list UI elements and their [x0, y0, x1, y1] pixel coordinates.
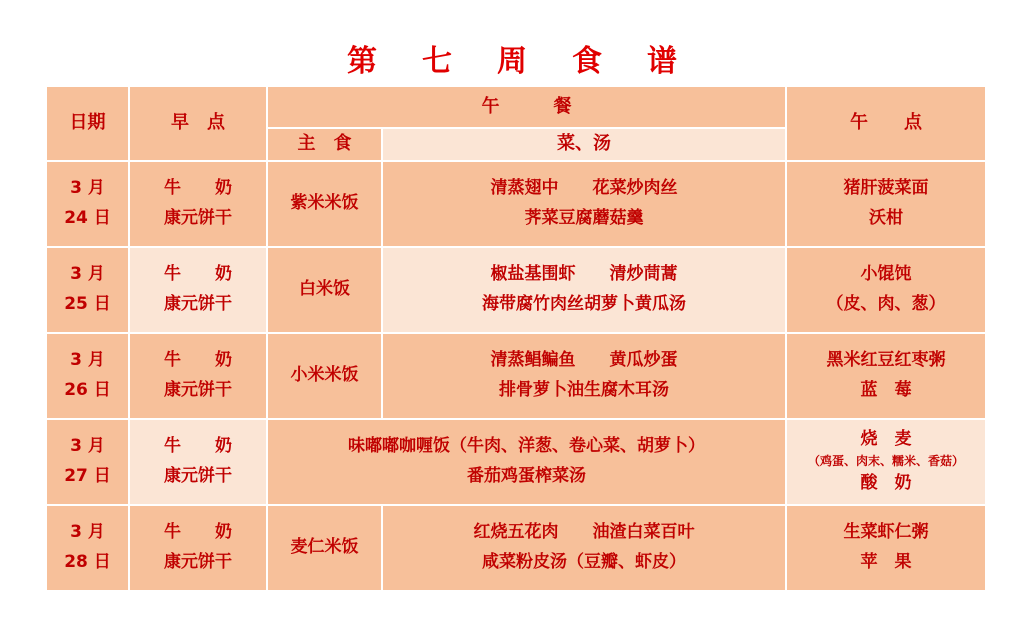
afternoon-line: 蓝 莓 — [860, 379, 912, 400]
date-day: 27 日 — [64, 465, 111, 486]
date-day: 24 日 — [64, 207, 111, 228]
date-month: 3 月 — [70, 522, 105, 543]
breakfast-line: 康元饼干 — [164, 207, 232, 228]
breakfast-line: 康元饼干 — [164, 551, 232, 572]
page-title: 第七周食谱 — [347, 44, 722, 79]
breakfast-line: 康元饼干 — [164, 379, 232, 400]
dishes-line: 红烧五花肉 油渣白菜百叶 — [473, 522, 695, 543]
breakfast-cell — [129, 333, 267, 419]
table-row — [46, 505, 986, 591]
breakfast-line: 康元饼干 — [164, 465, 232, 486]
date-month: 3 月 — [70, 350, 105, 371]
afternoon-cell — [786, 505, 986, 591]
dishes-line: 荠菜豆腐蘑菇羹 — [524, 207, 644, 228]
afternoon-line: （鸡蛋、肉末、糯米、香菇） — [807, 454, 964, 468]
staple-label: 小米米饭 — [290, 364, 359, 385]
dishes-cell — [382, 161, 786, 247]
afternoon-cell — [786, 247, 986, 333]
dishes-line: 咸菜粉皮汤（豆瓣、虾皮） — [482, 551, 686, 572]
dishes-line: 排骨萝卜油生腐木耳汤 — [499, 379, 669, 400]
date-cell — [46, 333, 129, 419]
merged-dishes-cell — [267, 419, 786, 505]
afternoon-line: 猪肝菠菜面 — [843, 178, 929, 199]
header-afternoon-label: 午 点 — [850, 112, 922, 133]
date-cell — [46, 161, 129, 247]
header-afternoon — [786, 86, 986, 161]
breakfast-line: 牛 奶 — [164, 178, 232, 199]
header-breakfast-label: 早 点 — [171, 112, 225, 133]
breakfast-line: 牛 奶 — [164, 522, 232, 543]
afternoon-cell — [786, 161, 986, 247]
dishes-line: 海带腐竹肉丝胡萝卜黄瓜汤 — [482, 293, 686, 314]
date-month: 3 月 — [70, 436, 105, 457]
breakfast-line: 牛 奶 — [164, 350, 232, 371]
header-lunch-label: 午 餐 — [481, 95, 572, 117]
dishes-cell — [382, 247, 786, 333]
breakfast-cell — [129, 161, 267, 247]
breakfast-cell — [129, 419, 267, 505]
breakfast-cell — [129, 505, 267, 591]
table-row — [46, 247, 986, 333]
afternoon-cell — [786, 419, 986, 505]
afternoon-line: 酸 奶 — [860, 473, 912, 493]
date-month: 3 月 — [70, 178, 105, 199]
header-breakfast — [129, 86, 267, 161]
afternoon-line: 黑米红豆红枣粥 — [826, 350, 946, 371]
dishes-line: 味嘟嘟咖喱饭（牛肉、洋葱、卷心菜、胡萝卜） — [348, 436, 705, 457]
dishes-line: 清蒸翅中 花菜炒肉丝 — [490, 178, 678, 199]
date-month: 3 月 — [70, 264, 105, 285]
dishes-cell — [382, 505, 786, 591]
date-day: 25 日 — [64, 293, 111, 314]
staple-label: 白米饭 — [299, 278, 350, 299]
afternoon-line: 生菜虾仁粥 — [843, 522, 929, 543]
staple-cell — [267, 161, 382, 247]
afternoon-line: 苹 果 — [860, 551, 912, 572]
menu-table — [45, 85, 987, 592]
header-staple — [267, 128, 382, 161]
staple-cell — [267, 247, 382, 333]
afternoon-cell — [786, 333, 986, 419]
header-lunch — [267, 86, 786, 128]
staple-cell — [267, 505, 382, 591]
dishes-cell — [382, 333, 786, 419]
breakfast-line: 牛 奶 — [164, 264, 232, 285]
date-day: 28 日 — [64, 551, 111, 572]
header-row-1 — [46, 86, 986, 128]
breakfast-line: 牛 奶 — [164, 436, 232, 457]
date-cell — [46, 247, 129, 333]
staple-label: 紫米米饭 — [290, 192, 359, 213]
header-date-label: 日期 — [69, 112, 106, 133]
header-dishes-label: 菜、汤 — [557, 133, 611, 154]
header-date — [46, 86, 129, 161]
table-row — [46, 419, 986, 505]
header-staple-label: 主 食 — [297, 133, 352, 154]
staple-label: 麦仁米饭 — [290, 536, 359, 557]
date-cell — [46, 505, 129, 591]
afternoon-line: 小馄饨 — [860, 264, 912, 285]
table-row — [46, 333, 986, 419]
header-dishes — [382, 128, 786, 161]
breakfast-cell — [129, 247, 267, 333]
date-day: 26 日 — [64, 379, 111, 400]
staple-cell — [267, 333, 382, 419]
afternoon-line: 沃柑 — [869, 207, 903, 228]
breakfast-line: 康元饼干 — [164, 293, 232, 314]
dishes-line: 椒盐基围虾 清炒茼蒿 — [490, 264, 678, 285]
dishes-line: 番茄鸡蛋榨菜汤 — [467, 465, 586, 486]
afternoon-line: （皮、肉、葱） — [826, 293, 946, 314]
dishes-line: 清蒸鲳鳊鱼 黄瓜炒蛋 — [490, 350, 678, 371]
table-row — [46, 161, 986, 247]
afternoon-line: 烧 麦 — [860, 428, 912, 449]
date-cell — [46, 419, 129, 505]
